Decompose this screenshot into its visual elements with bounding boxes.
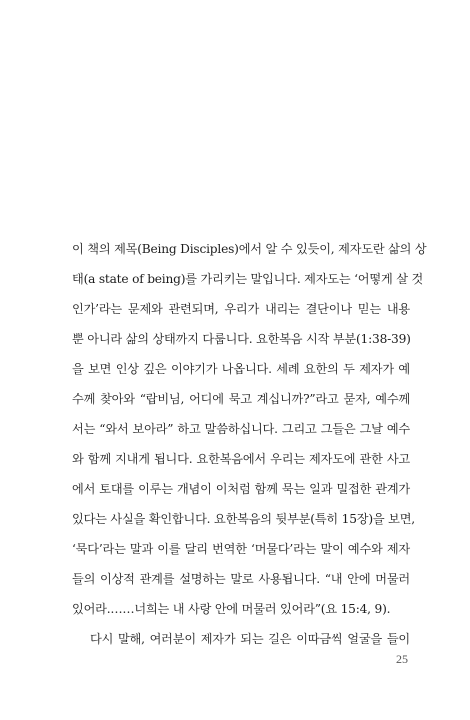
text-line: 이 책의 제목(Being Disciples)에서 알 수 있듯이, 제자도란 삶의 상 — [72, 242, 427, 256]
text-line: 인가’라는 문제와 관련되며, 우리가 내리는 결단이나 믿는 내용 — [72, 302, 410, 316]
text-line: 있다는 사실을 확인합니다. 요한복음의 뒷부분(특히 15장)을 보면, — [72, 512, 415, 526]
body-text — [72, 234, 427, 654]
text-line: 들의 이상적 관계를 설명하는 말로 사용됩니다. “내 안에 머물러 — [72, 572, 410, 586]
text-line: 을 보면 인상 깊은 이야기가 나옵니다. 세례 요한의 두 제자가 예 — [72, 362, 410, 376]
text-line: ‘묵다’라는 말과 이를 달리 번역한 ‘머물다’라는 말이 예수와 제자 — [72, 542, 410, 556]
text-line: 태(a state of being)를 가리키는 말입니다. 제자도는 ‘어떻게 살 것 — [72, 272, 424, 286]
text-line: 뿐 아니라 삶의 상태까지 다룹니다. 요한복음 시작 부분(1:38-39) — [72, 332, 411, 346]
text-line: 수께 찾아와 “랍비님, 어디에 묵고 계십니까?”라고 묻자, 예수께 — [72, 392, 410, 406]
text-line: 서는 “와서 보아라” 하고 말씀하십니다. 그리고 그들은 그날 예수 — [72, 422, 410, 436]
text-line: 와 함께 지내게 됩니다. 요한복음에서 우리는 제자도에 관한 사고 — [72, 452, 410, 466]
page-number: 25 — [396, 652, 408, 666]
paragraph-first-line: 다시 말해, 여러분이 제자가 되는 길은 이따금씩 얼굴을 들이 — [90, 632, 410, 646]
text-line: 있어라.……너희는 내 사랑 안에 머물러 있어라”(요 15:4, 9). — [72, 602, 391, 616]
text-line: 에서 토대를 이루는 개념이 이처럼 함께 묵는 일과 밀접한 관계가 — [72, 482, 410, 496]
